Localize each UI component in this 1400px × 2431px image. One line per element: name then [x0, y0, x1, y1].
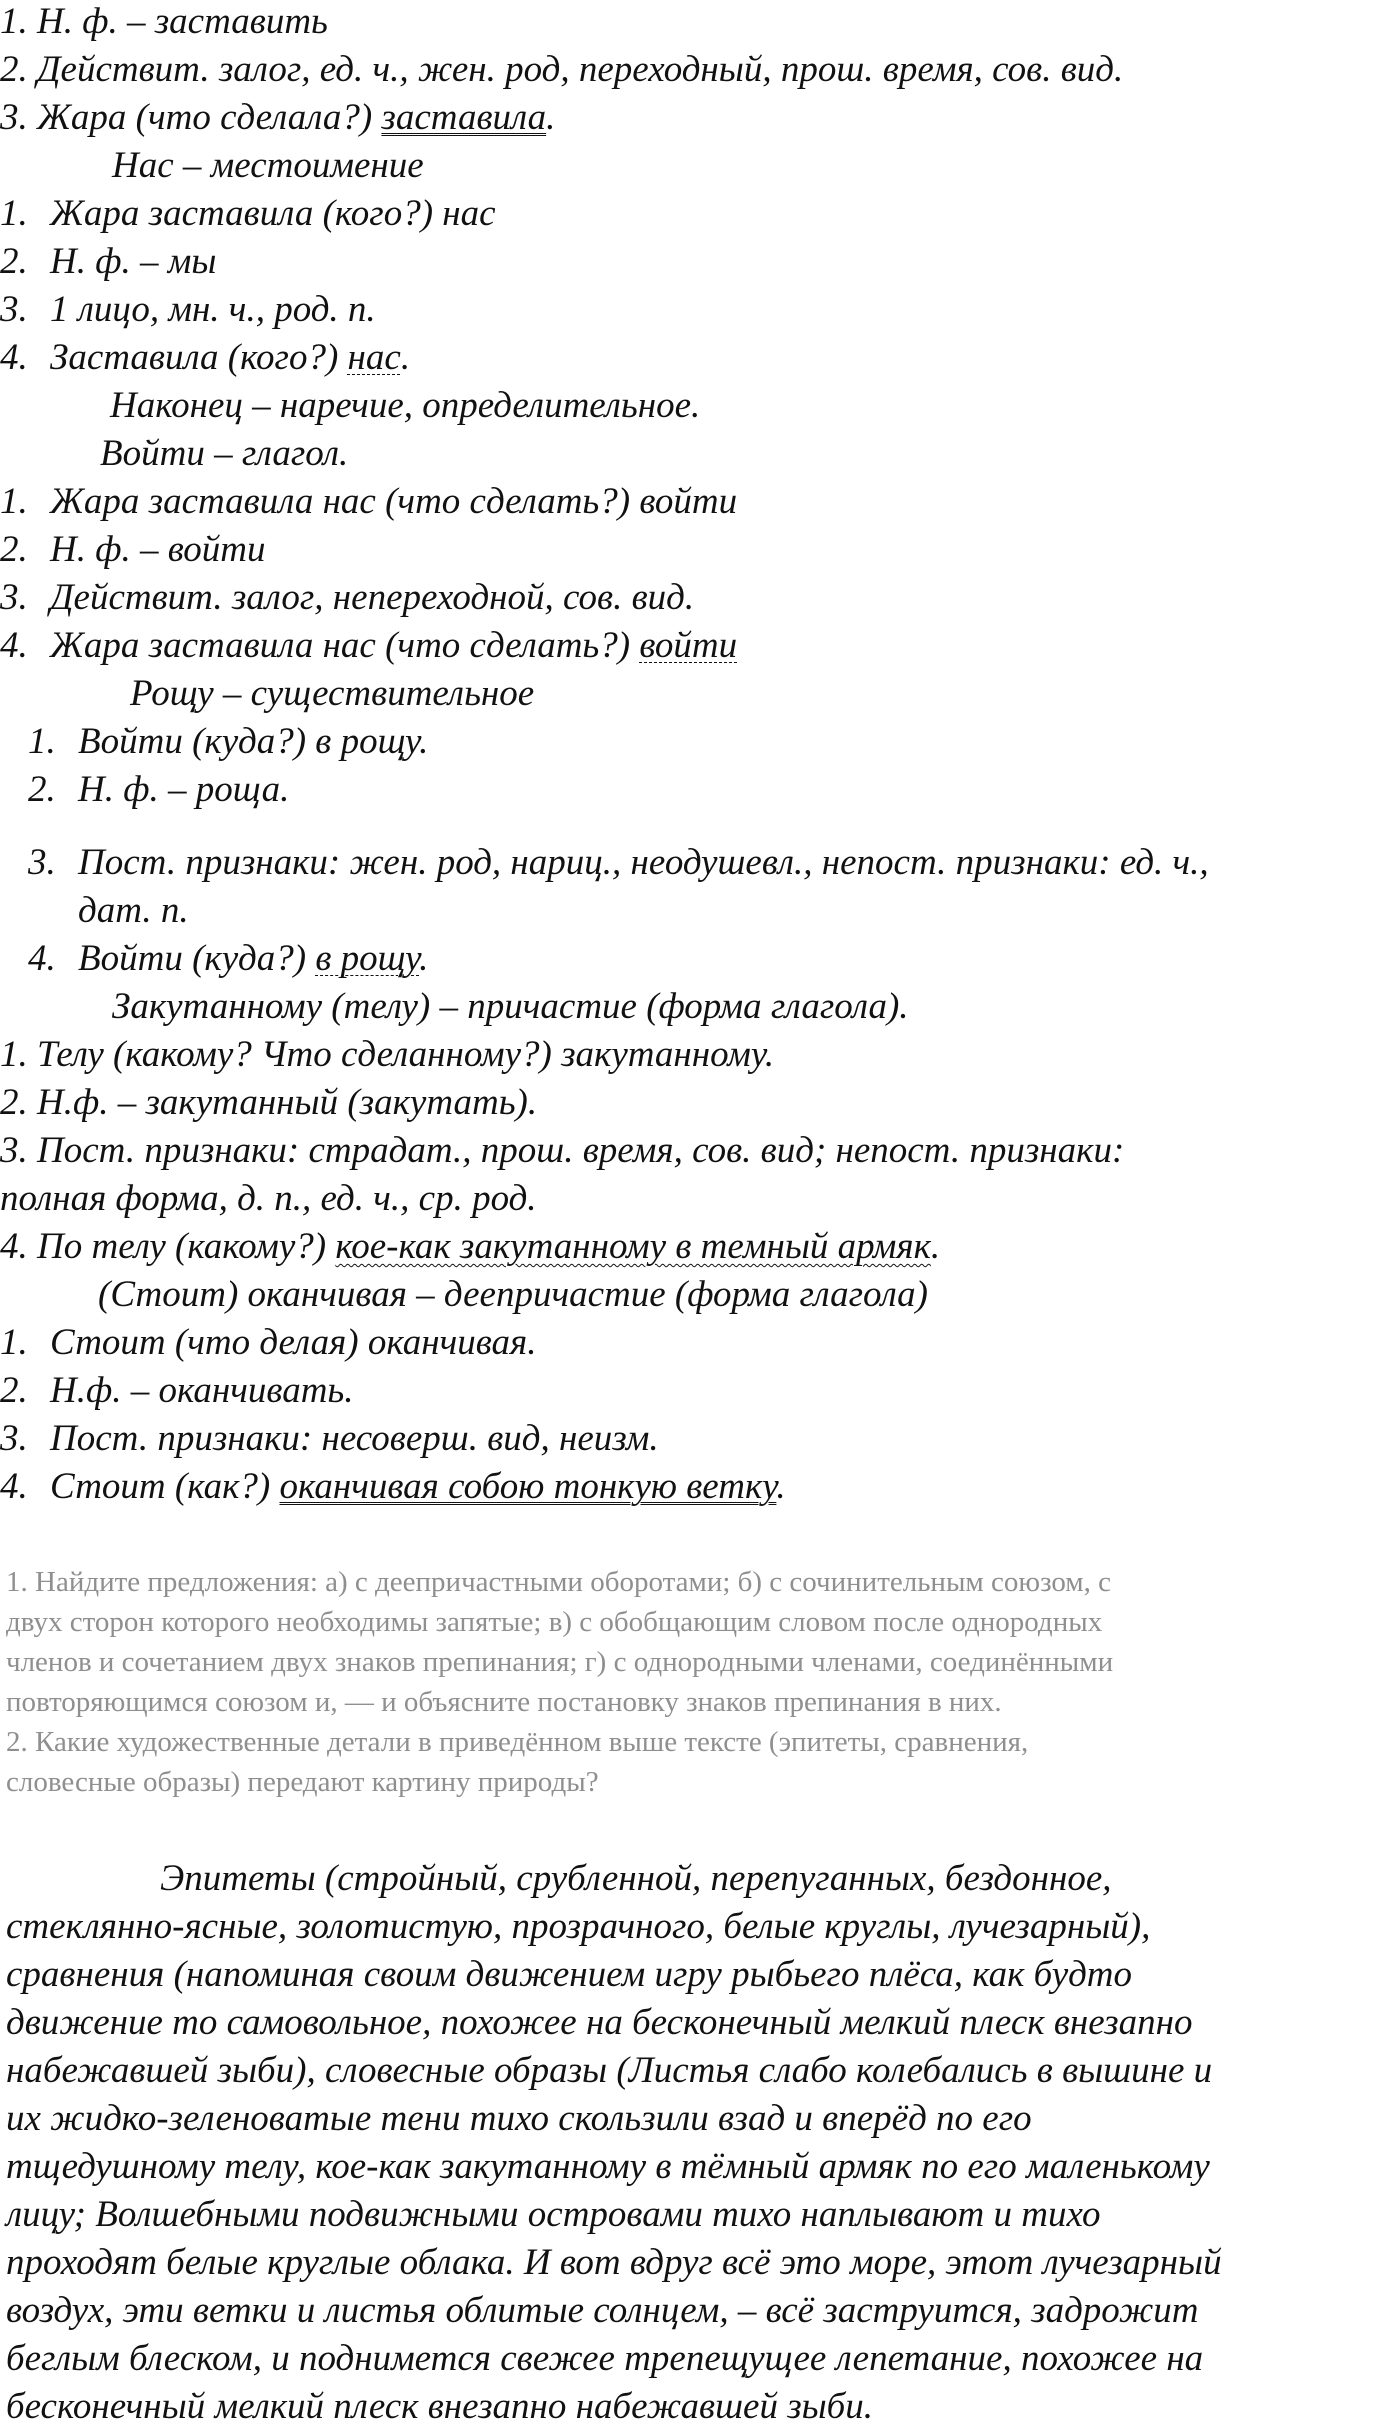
list-item: 1. Жара заставила нас (что сделать?) войти: [0, 481, 738, 522]
line: 2. Н.ф. – закутанный (закутать).: [0, 1082, 538, 1123]
list-item-continuation: дат. п.: [78, 890, 189, 931]
list-item: 1. Стоит (что делая) оканчивая.: [0, 1322, 537, 1363]
list-item: 2. Н. ф. – мы: [0, 241, 217, 282]
task-line: 2. Какие художественные детали в приведённом выше тексте (эпитеты, сравнения,: [6, 1726, 1029, 1758]
task-line: повторяющимся союзом и, — и объясните постановку знаков препинания в них.: [6, 1686, 1002, 1718]
line: полная форма, д. п., ед. ч., ср. род.: [0, 1178, 537, 1219]
section-heading: Рощу – существительное: [130, 673, 535, 714]
section-heading: Войти – глагол.: [100, 433, 349, 474]
list-item: 2. Н. ф. – войти: [0, 529, 266, 570]
list-item: 2. Н.ф. – оканчивать.: [0, 1370, 354, 1411]
section-heading: (Стоит) оканчивая – деепричастие (форма глагола): [98, 1274, 928, 1315]
answer-line: их жидко-зеленоватые тени тихо скользили взад и вперёд по его: [6, 2098, 1032, 2139]
answer-line: воздух, эти ветки и листья облитые солнцем, – всё заструится, задрожит: [6, 2290, 1199, 2331]
list-item: 4. Войти (куда?) в рощу.: [28, 938, 429, 979]
answer-line: лицу; Волшебными подвижными островами тихо наплывают и тихо: [6, 2194, 1101, 2235]
answer-line: Эпитеты (стройный, срубленной, перепуганных, бездонное,: [160, 1858, 1112, 1899]
task-line: 1. Найдите предложения: а) с деепричастными оборотами; б) с сочинительным союзом, с: [6, 1566, 1112, 1598]
list-item: 3. Пост. признаки: несоверш. вид, неизм.: [0, 1418, 659, 1459]
answer-line: беглым блеском, и поднимется свежее трепещущее лепетание, похожее на: [6, 2338, 1204, 2379]
list-item: 3. 1 лицо, мн. ч., род. п.: [0, 289, 376, 330]
answer-line: бесконечный мелкий плеск внезапно набежавшей зыби.: [6, 2386, 874, 2427]
answer-line: тщедушному телу, кое-как закутанному в тёмный армяк по его маленькому: [6, 2146, 1210, 2187]
list-item: 3. Пост. признаки: жен. род, нариц., неодушевл., непост. признаки: ед. ч.,: [28, 842, 1209, 883]
list-item: 1. Войти (куда?) в рощу.: [28, 721, 429, 762]
answer-line: набежавшей зыби), словесные образы (Листья слабо колебались в вышине и: [6, 2050, 1213, 2091]
list-item: 4. Жара заставила нас (что сделать?) войти: [0, 625, 738, 666]
task-line: членов и сочетанием двух знаков препинания; г) с однородными членами, соединёнными: [6, 1646, 1114, 1678]
answer-line: проходят белые круглые облака. И вот вдруг всё это море, этот лучезарный: [6, 2242, 1222, 2283]
section-heading: Нас – местоимение: [112, 145, 424, 186]
line: 1. Н. ф. – заставить: [0, 1, 328, 42]
line: 3. Пост. признаки: страдат., прош. время, сов. вид; непост. признаки:: [0, 1130, 1125, 1171]
list-item: 2. Н. ф. – роща.: [28, 769, 290, 810]
line: 1. Телу (какому? Что сделанному?) закутанному.: [0, 1034, 775, 1075]
answer-line: стеклянно-ясные, золотистую, прозрачного, белые круглы, лучезарный),: [6, 1906, 1151, 1947]
line: 4. По телу (какому?) кое-как закутанному в темный армяк.: [0, 1226, 941, 1267]
line: 2. Действит. залог, ед. ч., жен. род, переходный, прош. время, сов. вид.: [0, 49, 1124, 90]
list-item: 4. Заставила (кого?) нас.: [0, 337, 411, 378]
answer-line: сравнения (напоминая своим движением игру рыбьего плёса, как будто: [6, 1954, 1133, 1995]
list-item: 4. Стоит (как?) оканчивая собою тонкую ветку.: [0, 1466, 786, 1507]
answer-line: движение то самовольное, похожее на бесконечный мелкий плеск внезапно: [6, 2002, 1193, 2043]
section-heading: Закутанному (телу) – причастие (форма глагола).: [112, 986, 909, 1027]
task-line: двух сторон которого необходимы запятые; в) с обобщающим словом после однородных: [6, 1606, 1103, 1638]
list-item: 1. Жара заставила (кого?) нас: [0, 193, 496, 234]
list-item: 3. Действит. залог, непереходной, сов. вид.: [0, 577, 695, 618]
task-line: словесные образы) передают картину природы?: [6, 1766, 599, 1798]
section-heading: Наконец – наречие, определительное.: [110, 385, 701, 426]
line: 3. Жара (что сделала?) заставила.: [0, 97, 556, 138]
